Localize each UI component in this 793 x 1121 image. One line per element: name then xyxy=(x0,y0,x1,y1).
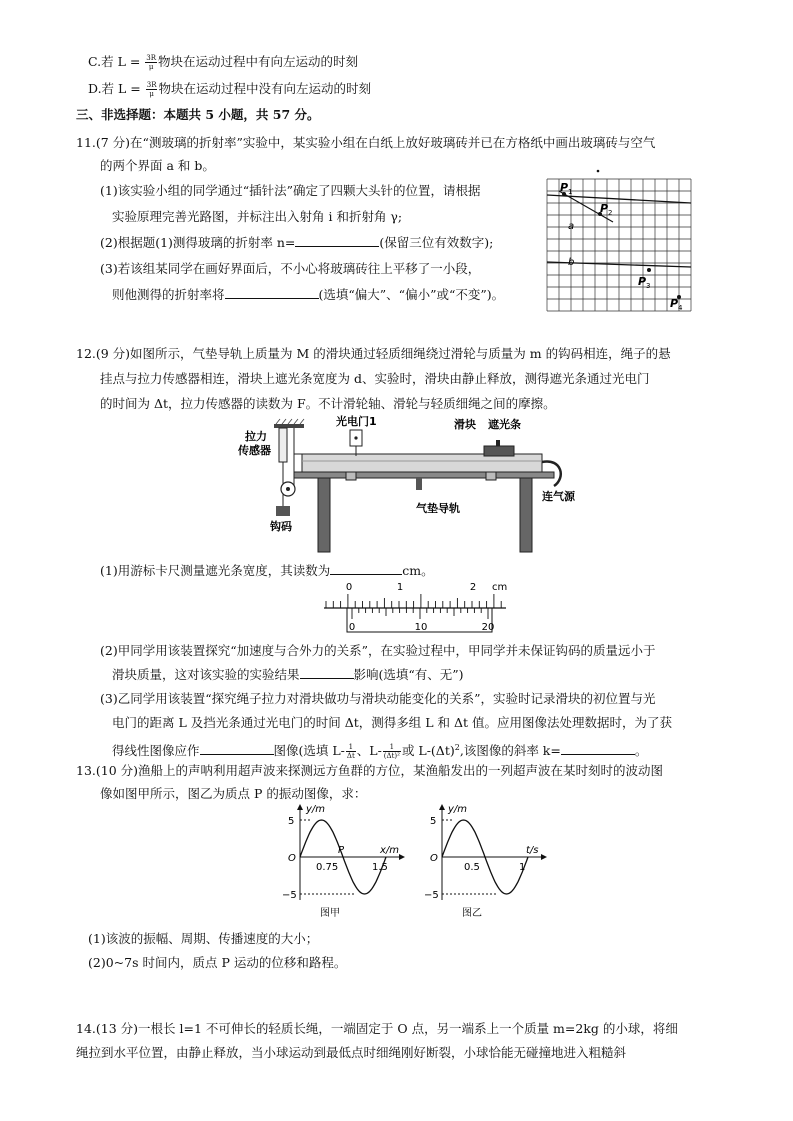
answer-blank xyxy=(300,666,354,679)
option-d: D.若 L = $\frac{3R}{\mu}$ 物块在运动过程中没有向左运动的时刻 xyxy=(88,81,371,98)
graph1-xtick-1: 0.75 xyxy=(316,862,339,873)
answer-blank xyxy=(225,286,319,299)
q13-part1: (1)该波的振幅、周期、传播速度的大小； xyxy=(88,931,319,946)
q13-part2: (2)0~7s 时间内，质点 P 运动的位移和路程。 xyxy=(88,955,347,970)
graph2-ytick-bottom: −5 xyxy=(424,890,439,901)
q11-part3a: (3)若该组某同学在画好界面后，不小心将玻璃砖往上平移了一小段， xyxy=(100,261,481,276)
label-p1: P xyxy=(560,181,569,194)
label-b: b xyxy=(568,257,575,268)
q12-line2: 挂点与拉力传感器相连，滑块上遮光条宽度为 d、实验时，滑块由静止释放，测得遮光条通过光电门 xyxy=(100,371,650,386)
shade-label: 遮光条 xyxy=(488,418,521,431)
q12-part3b: 电门的距离 L 及挡光条通过光电门的时间 Δt，测得多组 L 和 Δt 值。应用图像法处理数据时，为了获 xyxy=(112,715,673,730)
vernier-label-10: 10 xyxy=(414,622,428,633)
photogate-lens xyxy=(354,436,357,439)
graph1-caption: 图甲 xyxy=(320,908,340,919)
slider-label: 滑块 xyxy=(454,418,476,431)
q12-part3a: (3)乙同学用该装置“探究绳子拉力对滑块做功与滑块动能变化的关系”，实验时记录滑块的初位置与光 xyxy=(100,691,656,706)
q11-part1b: 实验原理完善光路图，并标注出入射角 i 和折射角 γ; xyxy=(112,209,403,224)
label-p2: P xyxy=(600,202,609,215)
air-label: 连气源 xyxy=(542,490,575,503)
hook-weight xyxy=(276,506,290,516)
graph2-ylabel: y/m xyxy=(448,804,468,815)
vernier-caliper xyxy=(320,578,510,636)
q14-line1: 14.(13 分)一根长 l=1 不可伸长的轻质长绳，一端固定于 O 点，另一端系上一个质量 m=2kg 的小球，将细 xyxy=(76,1021,678,1036)
q13-line1: 13.(10 分)渔船上的声呐利用超声波来探测远方鱼群的方位，某渔船发出的一列超声波在某时刻时的波动图 xyxy=(76,763,664,778)
graph1-ytick-bottom: −5 xyxy=(282,890,297,901)
main-unit: cm xyxy=(492,582,508,593)
q11-part3b: 则他测得的折射率将 (选填“偏大”、“偏小”或“不变”)。 xyxy=(112,287,505,302)
main-label-0: 0 xyxy=(345,582,353,593)
track-foot-2 xyxy=(486,472,496,480)
answer-blank xyxy=(561,742,635,755)
answer-blank xyxy=(295,234,379,247)
q11-line1: 11.(7 分)在“测玻璃的折射率”实验中，某实验小组在白纸上放好玻璃砖并已在方格纸中画出玻璃砖与空气 xyxy=(76,135,656,150)
graph1-ytick-top: 5 xyxy=(288,816,295,827)
q11-line2: 的两个界面 a 和 b。 xyxy=(100,158,215,173)
option-c-fraction: $\frac{3R}{\mu}$ xyxy=(146,54,157,71)
q11-part2: (2)根据题(1)测得玻璃的折射率 n= (保留三位有效数字); xyxy=(100,235,494,250)
q12-line1: 12.(9 分)如图所示，气垫导轨上质量为 M 的滑块通过轻质细绳绕过滑轮与质量为 m 的钩码相连，绳子的悬 xyxy=(76,346,671,361)
graph1-point-p: P xyxy=(338,845,345,856)
graph2-origin: O xyxy=(430,853,438,864)
graph1-origin: O xyxy=(288,853,296,864)
sensor-label-2: 传感器 xyxy=(238,444,271,457)
ceiling-mount xyxy=(274,424,304,428)
graph1-xlabel: x/m xyxy=(380,845,400,856)
answer-blank xyxy=(200,742,274,755)
pin-p3 xyxy=(647,268,651,272)
table-leg-right xyxy=(520,478,532,552)
rail-label: 气垫导轨 xyxy=(416,502,460,515)
label-p1-sub: 1 xyxy=(568,188,573,196)
air-track-apparatus xyxy=(236,414,576,554)
q12-part3c: 得线性图像应作 图像(选填 L- $\frac{1}{\Delta t}$ 、L- $\frac{1}{\text{(Δt)²}}$ 或 $L-(\Delta t)^2$,该图像的斜率 k= 。 xyxy=(112,743,648,761)
graph1-ylabel: y/m xyxy=(306,804,326,815)
sensor-label-1: 拉力 xyxy=(245,430,267,443)
air-track xyxy=(302,454,542,472)
main-label-2: 2 xyxy=(469,582,477,593)
option-d-fraction: $\frac{3R}{\mu}$ xyxy=(146,81,157,98)
graph2-xlabel: t/s xyxy=(526,845,539,856)
label-p4-sub: 4 xyxy=(678,304,683,312)
label-p3-sub: 3 xyxy=(646,282,651,290)
vernier-label-0: 0 xyxy=(348,622,356,633)
label-p2-sub: 2 xyxy=(608,209,613,217)
top-dot xyxy=(597,170,600,173)
vibration-graph xyxy=(422,800,552,920)
graph2-xtick-2: 1 xyxy=(519,862,526,873)
q12-part2a: (2)甲同学用该装置探究“加速度与合外力的关系”，在实验过程中，甲同学并未保证钩码的质量远小于 xyxy=(100,643,656,658)
hook-label: 钩码 xyxy=(270,520,292,533)
main-label-1: 1 xyxy=(396,582,404,593)
grid-figure xyxy=(542,167,702,317)
pulley-axle xyxy=(286,487,290,491)
q12-line3: 的时间为 Δt，拉力传感器的读数为 F。不计滑轮轴、滑轮与轻质细绳之间的摩擦。 xyxy=(100,396,556,411)
shade-strip xyxy=(496,440,500,446)
graph2-caption: 图乙 xyxy=(462,908,482,919)
exponent: 2 xyxy=(454,743,460,752)
label-a: a xyxy=(568,221,575,232)
q12-part2b: 滑块质量，这对该实验的实验结果 影响(选填“有、无”) xyxy=(112,667,464,682)
label-p4: P xyxy=(670,297,679,310)
table-top xyxy=(294,472,554,478)
q12-part1: (1)用游标卡尺测量遮光条宽度，其读数为 cm。 xyxy=(100,563,434,578)
label-p3: P xyxy=(638,275,647,288)
q14-line2: 绳拉到水平位置，由静止释放，当小球运动到最低点时细绳刚好断裂，小球恰能无碰撞地进入粗糙斜 xyxy=(76,1045,627,1060)
graph1-xtick-2: 1.5 xyxy=(372,862,388,873)
track-stand xyxy=(416,478,422,490)
force-sensor xyxy=(279,428,287,462)
main-scale-ticks xyxy=(326,594,501,608)
ceiling-hatch xyxy=(276,419,304,424)
table-leg-left xyxy=(318,478,330,552)
fraction-1-over-dt: $\frac{1}{\Delta t}$ xyxy=(346,743,355,761)
graph2-xtick-1: 0.5 xyxy=(464,862,480,873)
graph2-ytick-top: 5 xyxy=(430,816,437,827)
track-foot-1 xyxy=(346,472,356,480)
vernier-scale-ticks xyxy=(352,608,488,619)
q13-line2: 像如图甲所示，图乙为质点 P 的振动图像，求： xyxy=(100,786,367,801)
answer-blank xyxy=(330,562,402,575)
option-c: C.若 L = $\frac{3R}{\mu}$ 物块在运动过程中有向左运动的时刻 xyxy=(88,54,359,71)
fraction-1-over-dt-squared: $\frac{1}{\text{(Δt)²}}$ xyxy=(383,743,400,761)
gate-label: 光电门1 xyxy=(336,415,377,428)
section-title: 三、非选择题：本题共 5 小题，共 57 分。 xyxy=(76,107,320,122)
wave-graph xyxy=(280,800,410,920)
q11-part1a: (1)该实验小组的同学通过“插针法”确定了四颗大头针的位置，请根据 xyxy=(100,183,481,198)
vernier-label-20: 20 xyxy=(481,622,495,633)
slider-block xyxy=(484,446,514,456)
